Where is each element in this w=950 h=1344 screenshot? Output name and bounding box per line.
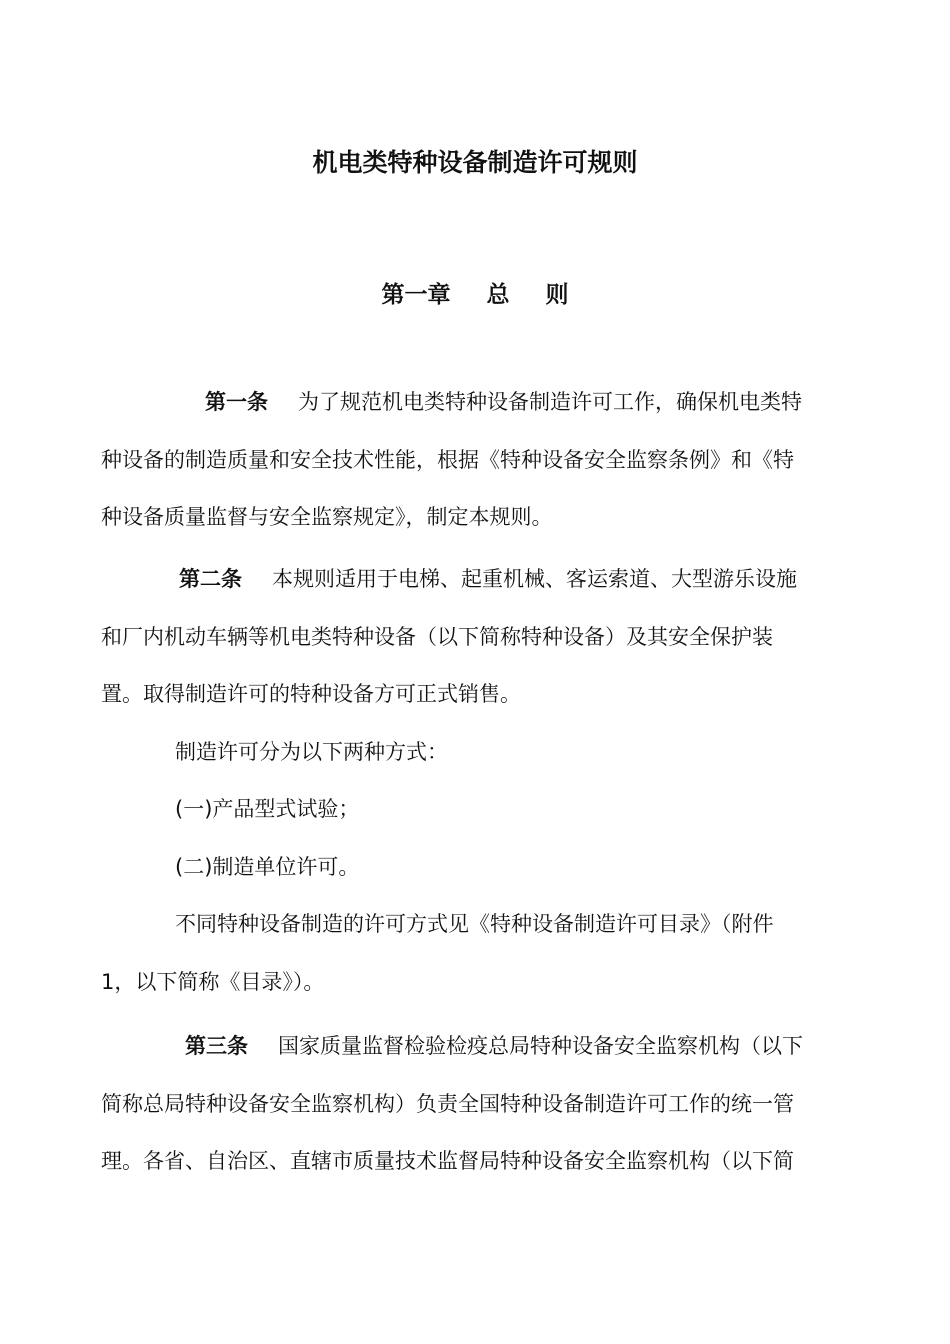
chapter-name-a: 总: [486, 282, 510, 308]
article-3-line-3: 理。各省、自治区、直辖市质量技术监督局特种设备安全监察机构（以下简: [101, 1149, 794, 1173]
article-2-label: 第二条: [179, 567, 242, 591]
article-2-para-5-line-1: 不同特种设备制造的许可方式见《特种设备制造许可目录》（附件: [175, 912, 774, 936]
article-3: [101, 1018, 861, 1191]
chapter-heading: [0, 276, 950, 309]
article-1-line-3: 种设备质量监督与安全监察规定》，制定本规则。: [101, 505, 553, 529]
document-title: 机电类特种设备制造许可规则: [312, 148, 638, 177]
article-2-item-1: (一)产品型式试验；: [175, 797, 360, 821]
article-2-para-2: 制造许可分为以下两种方式：: [175, 739, 448, 764]
article-2-para-5-line-2: 1，以下简称《目录》）。: [101, 969, 325, 994]
article-2-text-1: 本规则适用于电梯、起重机械、客运索道、大型游乐设施: [272, 567, 797, 591]
article-1-label: 第一条: [205, 390, 268, 414]
article-2-item-2: (二)制造单位许可。: [175, 854, 360, 879]
article-1-line-1: [101, 374, 861, 432]
article-3-line-1: [101, 1018, 861, 1076]
chapter-number: 第一章: [381, 282, 451, 308]
article-2-line-2: 和厂内机动车辆等机电类特种设备（以下简称特种设备）及其安全保护装: [101, 624, 773, 649]
article-1-text-1: 为了规范机电类特种设备制造许可工作，确保机电类特: [298, 390, 802, 414]
article-3-label: 第三条: [185, 1034, 248, 1058]
article-2-line-1: [101, 551, 861, 609]
chapter-name-b: 则: [545, 282, 569, 308]
article-2: [101, 551, 861, 1011]
article-1: [101, 374, 861, 547]
article-3-text-1: 国家质量监督检验检疫总局特种设备安全监察机构（以下: [278, 1034, 803, 1058]
article-1-line-2: 种设备的制造质量和安全技术性能，根据《特种设备安全监察条例》和《特: [101, 447, 794, 472]
article-3-line-2: 简称总局特种设备安全监察机构）负责全国特种设备制造许可工作的统一管: [101, 1091, 794, 1116]
article-2-line-3: 置。取得制造许可的特种设备方可正式销售。: [101, 682, 521, 706]
